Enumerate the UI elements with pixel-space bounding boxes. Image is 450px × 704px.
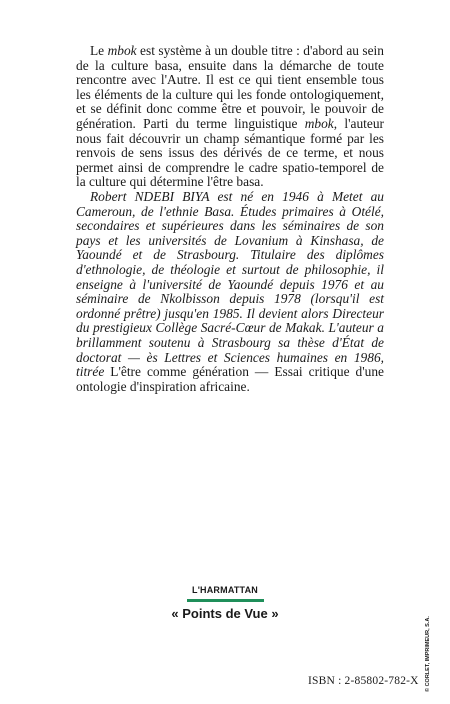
summary-term-mbok-2: mbok xyxy=(304,115,334,131)
isbn: ISBN : 2-85802-782-X xyxy=(308,675,419,687)
author-bio-paragraph xyxy=(76,190,384,394)
summary-text-1: Le xyxy=(90,43,108,58)
author-bio-text: Robert NDEBI BIYA est né en 1946 à Metet au Cameroun, de l'ethnie Basa. Études primaires à Otélé, secondaires et supérieures dans les séminaires de son pays et les universités de Lovanium à Kinshasa, de Yaoundé et de Strasbourg. Titulaire des diplômes d'ethnologie, de théologie et surtout de philosophie, il enseigne à l'université de Yaoundé depuis 1976 et au séminaire de Nkolbisson depuis 1978 (lorsqu'il est ordonné prêtre) jusqu'en 1985. Il devient alors Directeur du prestigieux Collège Sacré-Cœur de Makak. L'auteur a brillamment soutenu à Strasbourg sa thèse d'État de doctorat — ès Lettres et Sciences humaines en 1986, titrée xyxy=(76,189,384,380)
summary-paragraph xyxy=(76,44,384,190)
summary-term-mbok: mbok xyxy=(107,43,137,58)
thesis-title: L'être comme génération — Essai critique d'une ontologie d'inspiration africaine. xyxy=(76,364,384,394)
summary-text-3: , l'auteur nous fait découvrir un champ sémantique formé par les renvois de sens issus des dérivés de ce terme, et nous permet ainsi de comprendre le cadre spatio-temporel de la culture qui détermine l'être basa. xyxy=(76,115,384,190)
printer-credit: © CORLET, IMPRIMEUR, S.A. xyxy=(425,616,431,692)
accent-bar xyxy=(187,599,264,602)
summary-text-2: est système à un double titre : d'abord au sein de la culture basa, ensuite dans la démarche de toute rencontre avec l'Autre. Il est ce qui tient ensemble tous les éléments de la culture qui les fonde ontologiquement, et se définit donc comme être et pouvoir, le pouvoir de génération. Parti du terme linguistique xyxy=(76,43,384,131)
publisher-name: L'HARMATTAN xyxy=(192,585,258,595)
collection-name: « Points de Vue » xyxy=(171,606,279,621)
